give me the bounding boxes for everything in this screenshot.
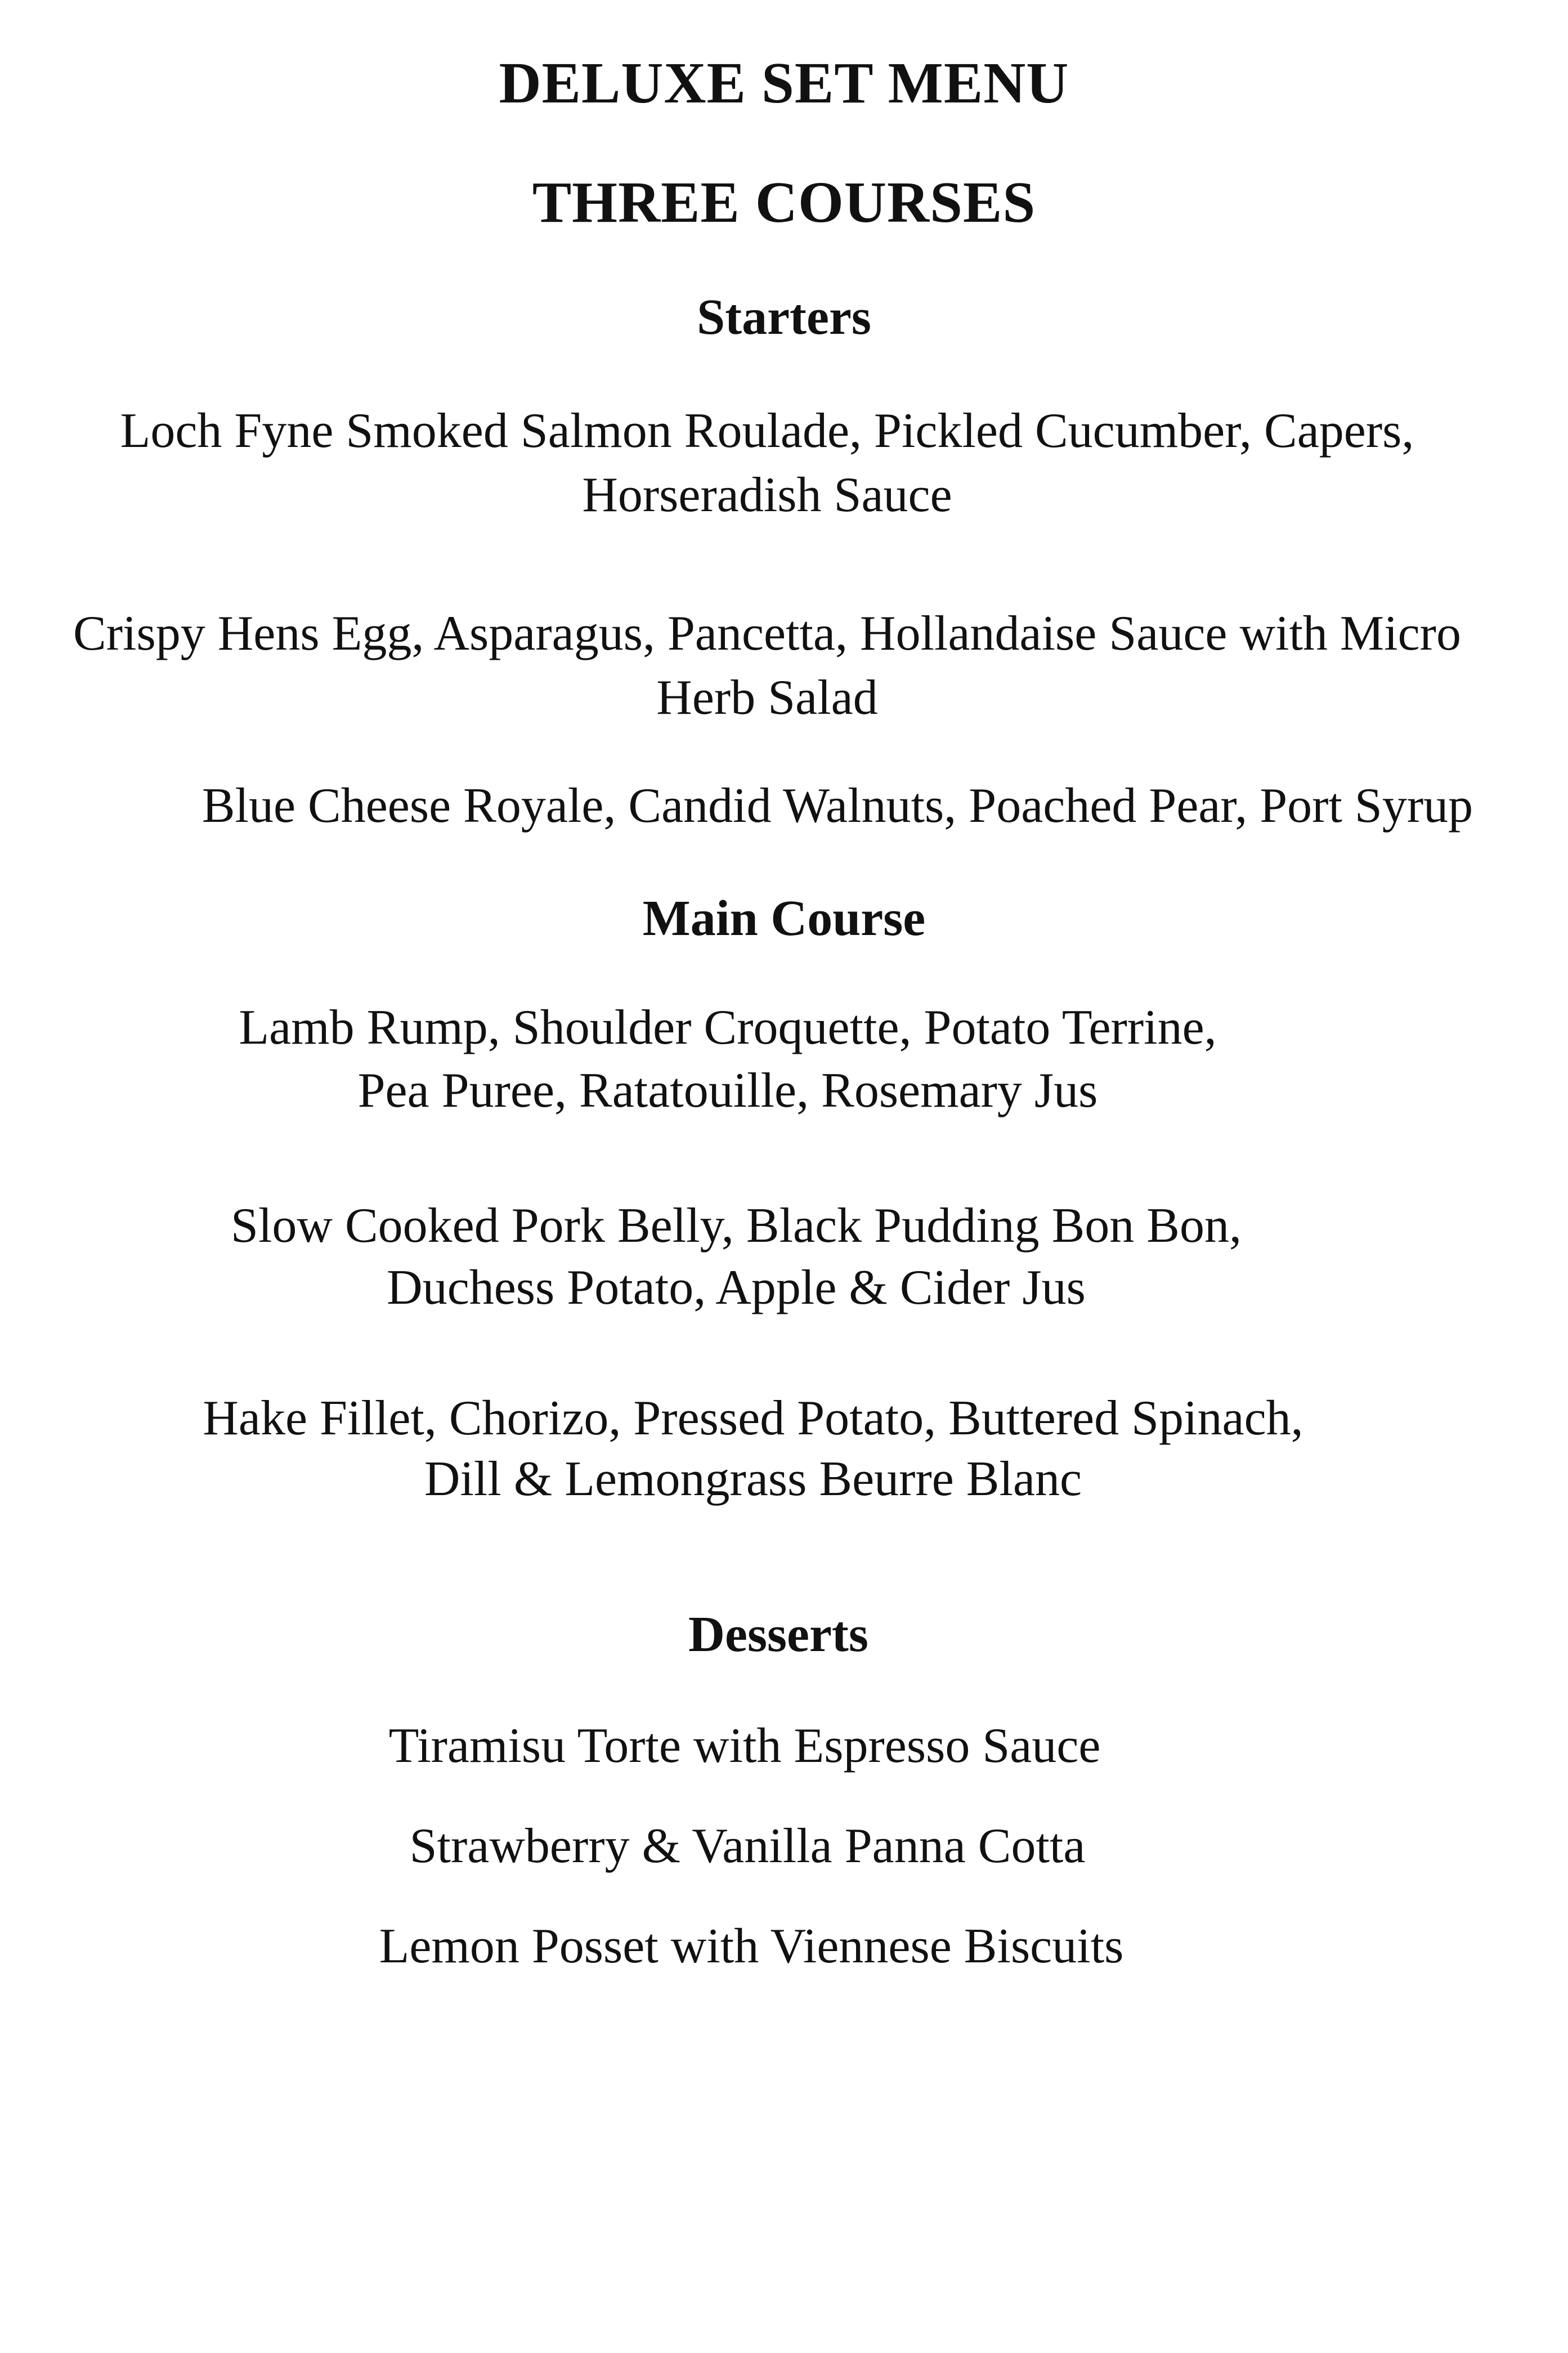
main-3-line-1: Hake Fillet, Chorizo, Pressed Potato, Buttered Spinach, (203, 1391, 1303, 1446)
main-2-line-1: Slow Cooked Pork Belly, Black Pudding Bon Bon, (231, 1198, 1242, 1253)
starter-1-line-1: Loch Fyne Smoked Salmon Roulade, Pickled Cucumber, Capers, (120, 404, 1414, 458)
dessert-3: Lemon Posset with Viennese Biscuits (379, 1919, 1124, 1974)
starter-1-line-2: Horseradish Sauce (582, 468, 952, 522)
main-1-line-1: Lamb Rump, Shoulder Croquette, Potato Terrine, (239, 1000, 1217, 1055)
menu-title: DELUXE SET MENU (499, 51, 1069, 115)
main-1-line-2: Pea Puree, Ratatouille, Rosemary Jus (357, 1063, 1098, 1118)
starters-heading: Starters (697, 289, 871, 345)
main-course-heading: Main Course (642, 891, 926, 946)
dessert-2: Strawberry & Vanilla Panna Cotta (409, 1819, 1086, 1873)
dessert-1: Tiramisu Torte with Espresso Sauce (388, 1719, 1101, 1773)
main-3-line-2: Dill & Lemongrass Beurre Blanc (424, 1452, 1082, 1506)
starter-2-line-2: Herb Salad (656, 670, 878, 725)
main-2-line-2: Duchess Potato, Apple & Cider Jus (387, 1260, 1086, 1315)
starter-2-line-1: Crispy Hens Egg, Asparagus, Pancetta, Hollandaise Sauce with Micro (73, 606, 1461, 661)
starter-3-line-1: Blue Cheese Royale, Candid Walnuts, Poached Pear, Port Syrup (201, 779, 1473, 833)
menu-subtitle: THREE COURSES (532, 170, 1036, 235)
desserts-heading: Desserts (688, 1607, 868, 1662)
